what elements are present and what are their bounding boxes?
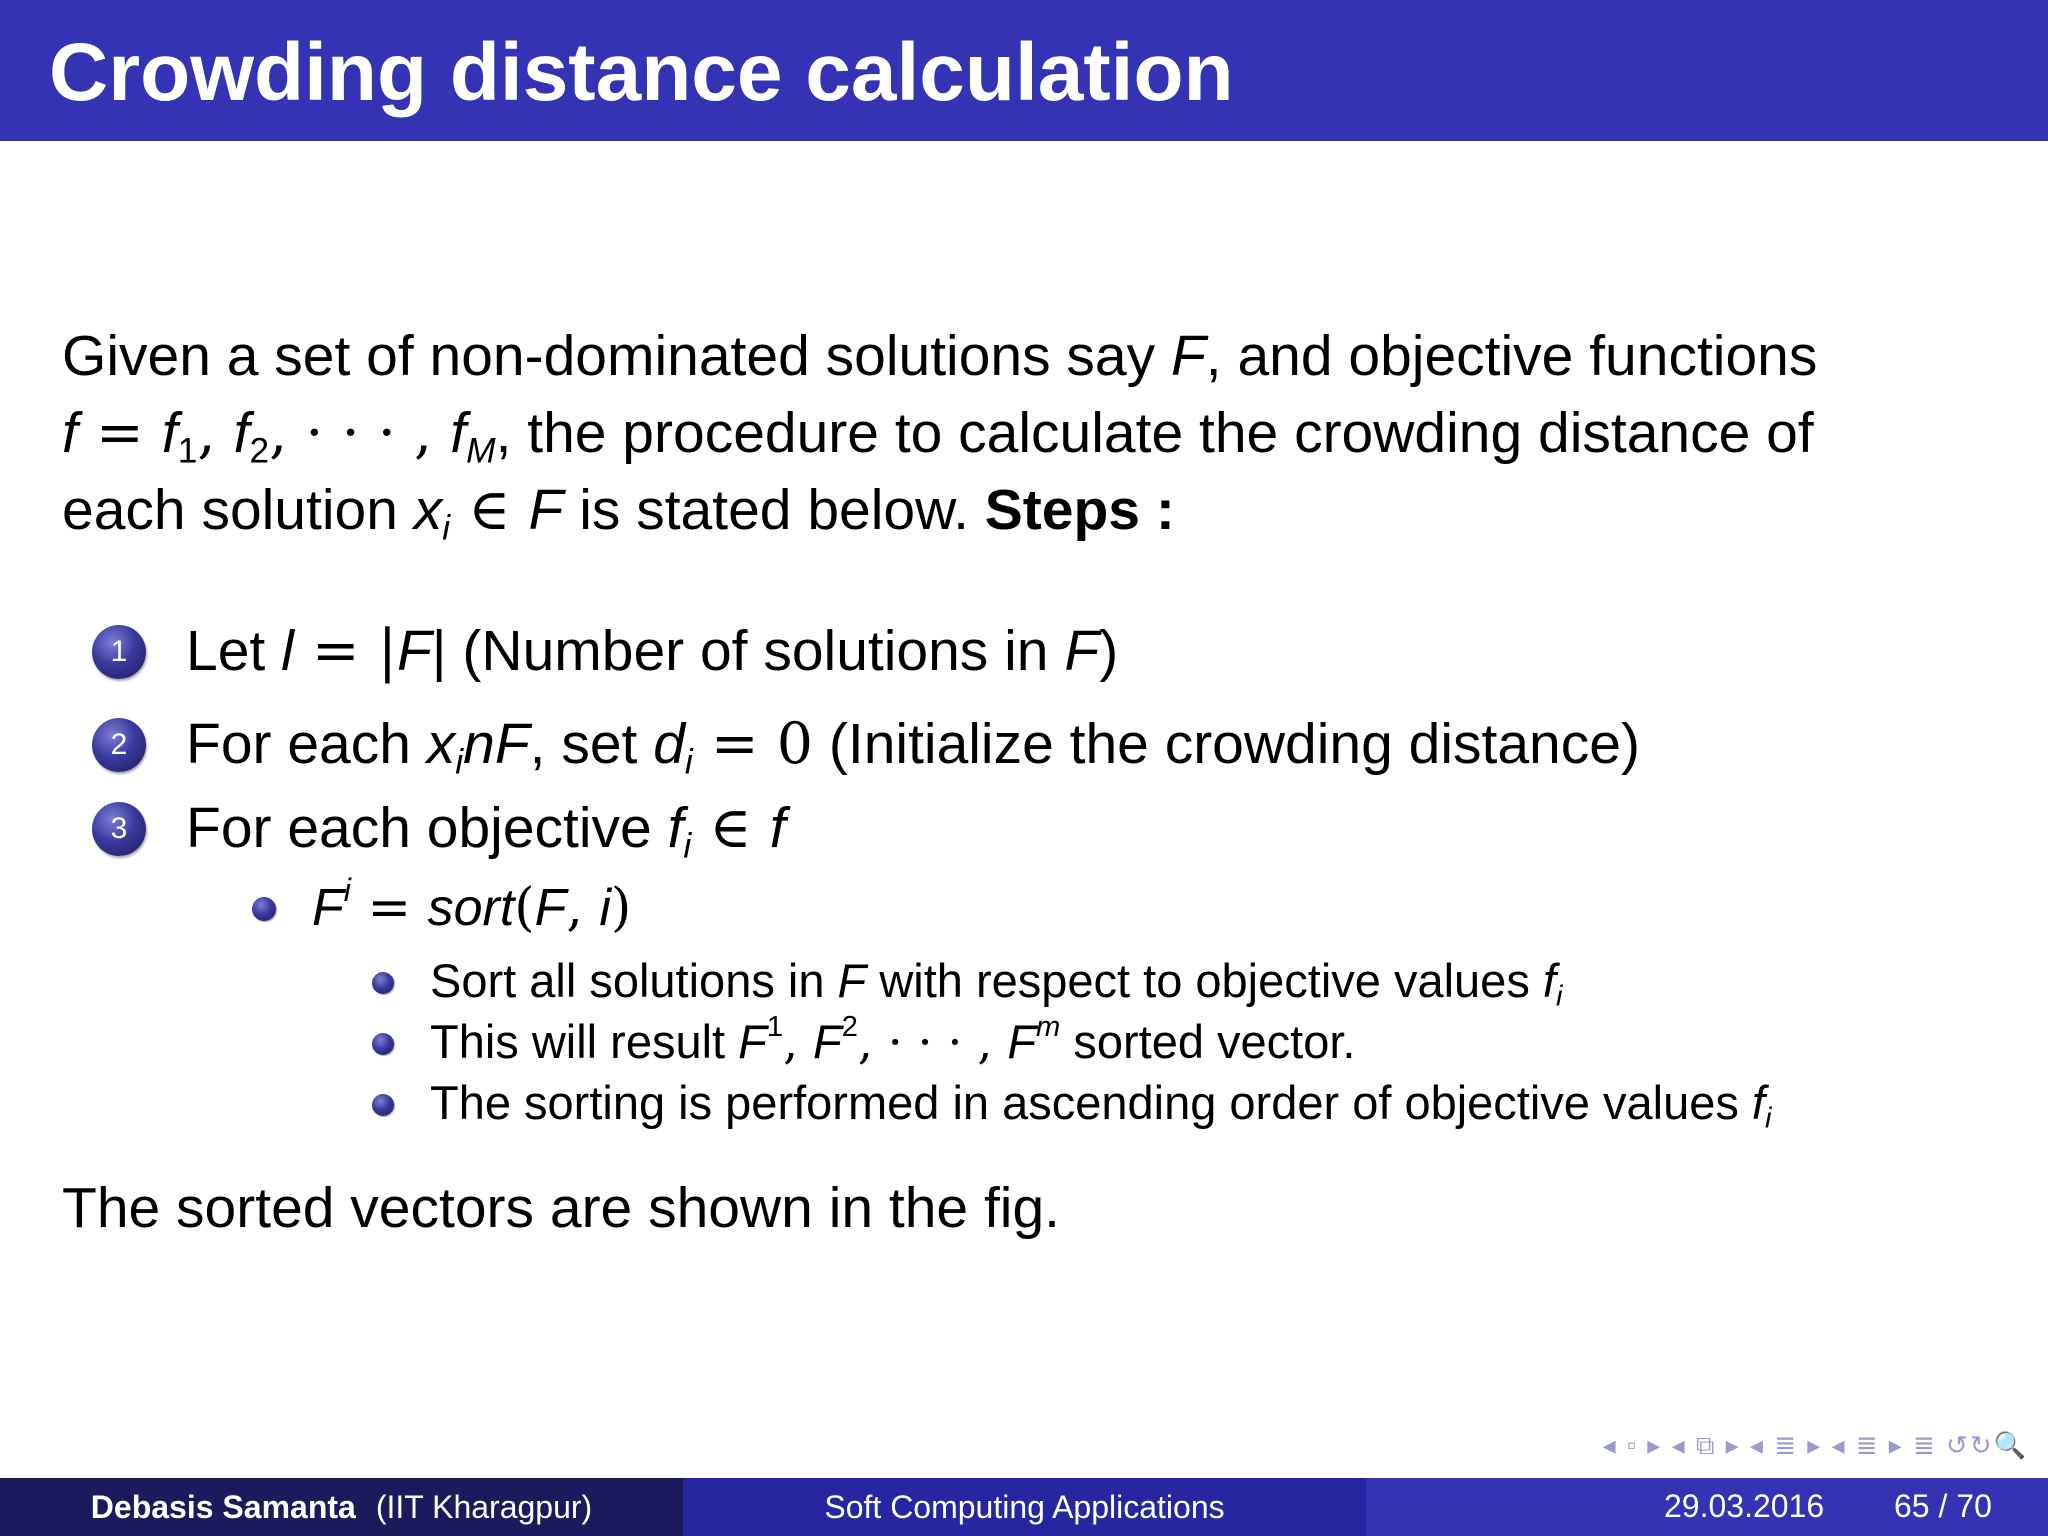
math-F: F — [812, 1015, 842, 1068]
math-f: f — [62, 401, 78, 465]
math-dots: , · · · , — [857, 1015, 1008, 1070]
sub-sub-bullet-text — [430, 1011, 1356, 1074]
math-x: x — [413, 478, 443, 542]
math-subscript: 2 — [249, 431, 270, 471]
bullet-text-part: sorted vector. — [1060, 1015, 1356, 1068]
math-F: F — [738, 1015, 767, 1068]
math-subscript: i — [455, 742, 464, 782]
footer-date-section — [1366, 1478, 2048, 1536]
bullet-text-part: This will result — [430, 1015, 739, 1068]
math-paren: ) — [610, 878, 632, 938]
footer-course: Soft Computing Applications — [824, 1488, 1225, 1525]
math-f2: f — [233, 401, 250, 465]
math-equals: = — [350, 878, 428, 938]
math-equals: = — [77, 400, 162, 466]
intro-text: is stated below. — [563, 478, 985, 542]
bullet-text-part: The sorting is performed in ascending order of objective values — [430, 1076, 1752, 1129]
math-f: f — [667, 796, 684, 860]
math-subscript: i — [442, 508, 451, 548]
step-text — [186, 790, 786, 867]
math-F: F — [312, 879, 344, 937]
math-F: F — [528, 478, 564, 542]
math-F: F — [396, 619, 432, 683]
step-text-part: (Initialize the crowding distance) — [813, 712, 1640, 776]
math-superscript: 1 — [766, 1011, 784, 1044]
math-equals: = 0 — [692, 711, 814, 777]
math-d: d — [653, 712, 685, 776]
math-equals: = | — [293, 618, 397, 684]
bullet-dot-icon — [372, 1033, 394, 1055]
math-element-of: ∈ — [450, 477, 529, 543]
footer-author-section — [0, 1478, 683, 1536]
step-text-part: | (Number of solutions in — [431, 619, 1065, 683]
beamer-navigation-bar[interactable] — [1603, 1430, 2028, 1462]
math-F: F — [1170, 324, 1206, 388]
intro-text: , and objective functions — [1205, 324, 1818, 388]
math-nF: nF — [463, 712, 530, 776]
intro-line-2 — [62, 395, 1817, 472]
math-comma: , — [197, 400, 234, 466]
navigation-symbols-icon[interactable]: ◂ ▫ ▸ ◂ ⧉ ▸ ◂ ≣ ▸ ◂ ≣ ▸ ≣ ↺↻🔍 — [1602, 1430, 2028, 1460]
bullet-dot-icon — [252, 897, 276, 921]
bullet-dot-icon — [372, 1094, 394, 1116]
math-fM: f — [450, 401, 467, 465]
step-number-badge: 3 — [92, 802, 146, 856]
intro-text: , the procedure to calculate the crowding distance of — [495, 401, 1814, 465]
step-text — [186, 613, 1118, 690]
sub-sub-bullet-text — [430, 950, 1562, 1012]
step-text-part: , set — [529, 712, 654, 776]
math-subscript: i — [1555, 980, 1563, 1013]
steps-label: Steps : — [984, 478, 1175, 542]
intro-text: Given a set of non-dominated solutions say — [62, 324, 1171, 388]
step-text — [186, 706, 1640, 783]
math-comma: , — [783, 1015, 813, 1070]
step-text-part: Let — [186, 619, 282, 683]
math-subscript: 1 — [177, 431, 198, 471]
step-text-part: For each objective — [186, 796, 668, 860]
math-sort: sort — [427, 879, 515, 937]
footer-title-section — [683, 1478, 1366, 1536]
math-comma: , — [566, 878, 600, 938]
math-x: x — [426, 712, 456, 776]
slide-title: Crowding distance calculation — [49, 27, 1234, 118]
title-bar — [0, 0, 2048, 141]
math-superscript: m — [1036, 1011, 1061, 1044]
math-F: F — [1064, 619, 1100, 683]
step-text-part: ) — [1099, 619, 1119, 683]
math-superscript: 2 — [841, 1011, 858, 1044]
closing-sentence: The sorted vectors are shown in the fig. — [62, 1176, 1061, 1240]
math-dots: , · · · , — [269, 400, 451, 466]
math-F: F — [1007, 1015, 1037, 1068]
math-f: f — [1751, 1076, 1765, 1129]
math-paren: ( — [514, 878, 535, 938]
sub-sub-bullet-text — [430, 1072, 1771, 1134]
sub-bullet-text — [312, 873, 631, 943]
step-number-badge: 1 — [92, 625, 146, 679]
math-i: i — [599, 879, 611, 937]
math-F: F — [837, 954, 867, 1007]
footer-page-number: 65 / 70 — [1894, 1488, 1992, 1524]
math-f1: f — [161, 401, 178, 465]
math-superscript: i — [343, 871, 351, 908]
math-subscript: i — [683, 826, 692, 866]
math-f: f — [1542, 954, 1556, 1007]
step-text-part: For each — [186, 712, 427, 776]
bullet-text-part: Sort all solutions in — [430, 954, 838, 1007]
bullet-text-part: with respect to objective values — [866, 954, 1543, 1007]
bullet-dot-icon — [372, 972, 394, 994]
footer-author: Debasis Samanta — [90, 1488, 356, 1525]
math-subscript: i — [1764, 1102, 1772, 1135]
math-F: F — [534, 879, 567, 937]
footer-affiliation: (IIT Kharagpur) — [375, 1488, 593, 1525]
math-l: l — [281, 619, 294, 683]
step-number-badge: 2 — [92, 718, 146, 772]
math-subscript: i — [684, 742, 693, 782]
math-subscript: M — [466, 431, 496, 471]
math-element-of: ∈ — [691, 795, 770, 861]
footer-bar — [0, 1478, 2048, 1536]
footer-date: 29.03.2016 — [1664, 1488, 1825, 1524]
math-f: f — [769, 796, 786, 860]
intro-paragraph — [62, 318, 1817, 549]
intro-line-3 — [62, 472, 1817, 549]
intro-text: each solution — [62, 478, 414, 542]
intro-line-1 — [62, 318, 1817, 395]
